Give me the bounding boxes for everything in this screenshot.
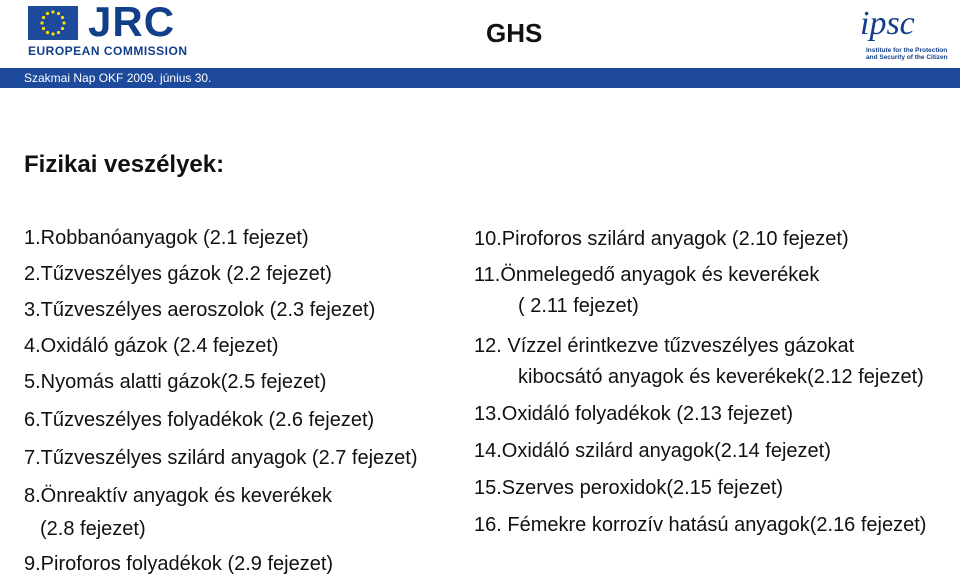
list-item: 16. Fémekre korrozív hatású anyagok(2.16 fejezet) — [474, 514, 927, 536]
list-item: 10.Piroforos szilárd anyagok (2.10 fejezet) — [474, 228, 849, 250]
list-item: 7.Tűzveszélyes szilárd anyagok (2.7 fejezet) — [24, 447, 418, 469]
ipsc-logo-icon — [838, 0, 948, 62]
header-bar — [0, 68, 960, 88]
list-item: 15.Szerves peroxidok(2.15 fejezet) — [474, 477, 784, 499]
list-item: 11.Önmelegedő anyagok és keverékek — [474, 264, 820, 286]
list-item: 2.Tűzveszélyes gázok (2.2 fejezet) — [24, 263, 332, 285]
list-item: 8.Önreaktív anyagok és keverékek — [24, 485, 332, 507]
list-item: 9.Piroforos folyadékok (2.9 fejezet) — [24, 553, 334, 575]
european-commission-label: EUROPEAN COMMISSION — [28, 44, 188, 58]
eu-flag-icon — [28, 6, 78, 40]
list-item: 1.Robbanóanyagok (2.1 fejezet) — [24, 227, 309, 249]
list-item: 5.Nyomás alatti gázok(2.5 fejezet) — [24, 371, 327, 393]
list-item: 4.Oxidáló gázok (2.4 fejezet) — [24, 335, 279, 357]
list-item: 3.Tűzveszélyes aeroszolok (2.3 fejezet) — [24, 299, 376, 321]
jrc-logo-text: JRC — [88, 0, 176, 45]
list-item-continuation: ( 2.11 fejezet) — [518, 295, 639, 317]
svg-text:Institute for the Protection: Institute for the Protection and Security of the Citizen — [866, 47, 948, 61]
ipsc-logo-text: ipsc — [860, 5, 915, 42]
event-label: Szakmai Nap OKF 2009. június 30. — [24, 71, 212, 85]
list-item-continuation: (2.8 fejezet) — [40, 518, 146, 540]
list-item-continuation: kibocsátó anyagok és keverékek(2.12 fejezet) — [518, 366, 924, 388]
list-item: 12. Vízzel érintkezve tűzveszélyes gázokat — [474, 335, 855, 357]
list-item: 14.Oxidáló szilárd anyagok(2.14 fejezet) — [474, 440, 831, 462]
section-title: Fizikai veszélyek: — [24, 151, 225, 178]
list-item: 13.Oxidáló folyadékok (2.13 fejezet) — [474, 403, 794, 425]
list-item: 6.Tűzveszélyes folyadékok (2.6 fejezet) — [24, 409, 375, 431]
page-title: GHS — [486, 18, 543, 48]
